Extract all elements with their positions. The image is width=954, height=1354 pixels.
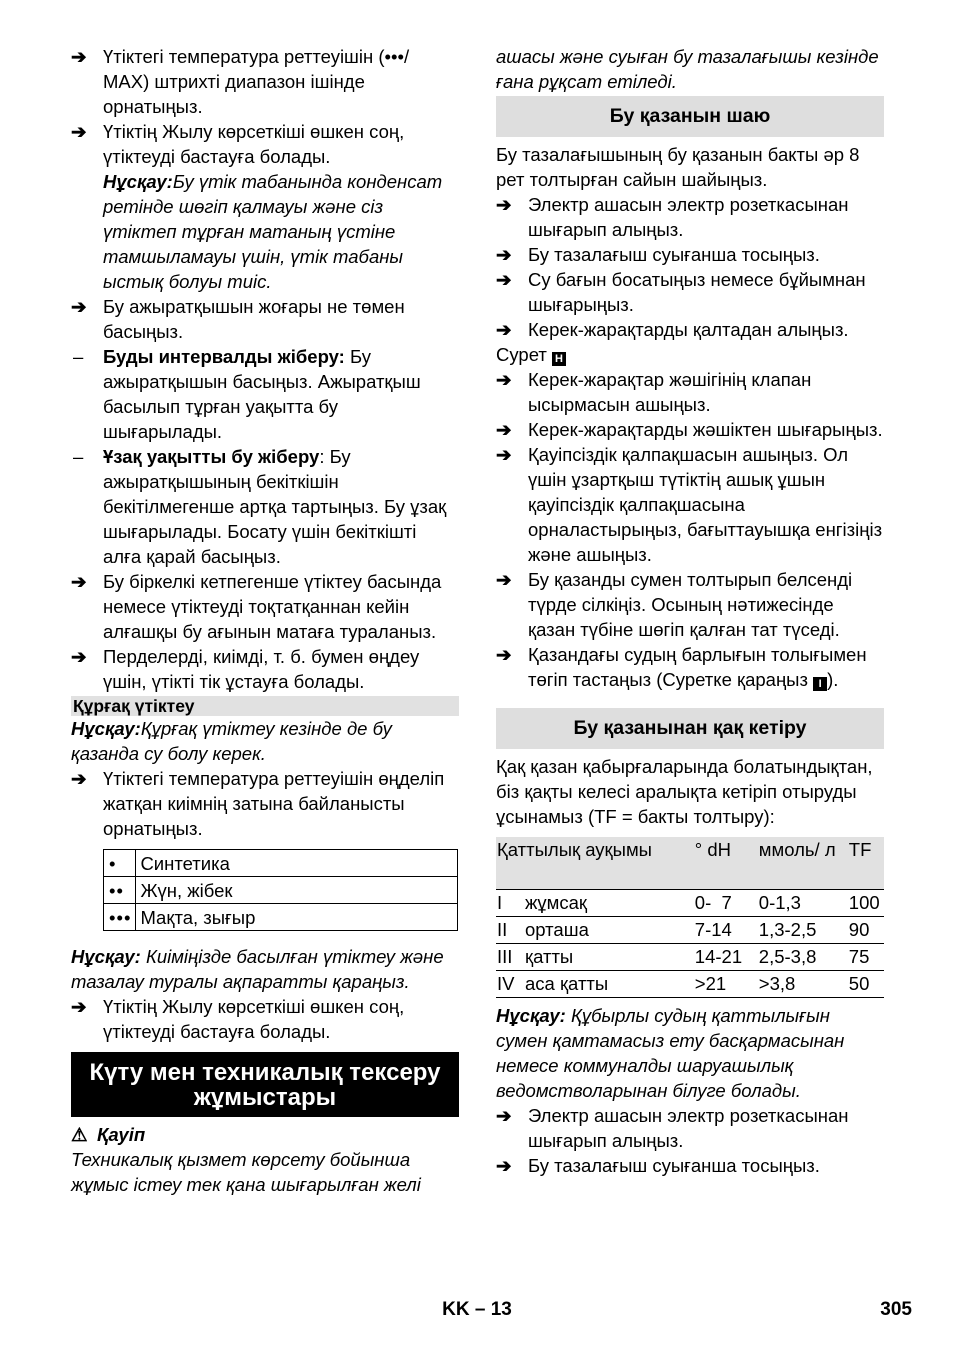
instruction-step	[496, 1103, 884, 1153]
arrow-icon: ➔	[496, 1154, 512, 1176]
instruction-step	[71, 294, 459, 344]
fabric-name: Мақта, зығыр	[136, 904, 458, 931]
page-number: 305	[880, 1299, 912, 1320]
paragraph: Бу тазалағышының бу қазанын бакты әр 8 рет толтырған сайын шайыңыз.	[496, 144, 860, 190]
instruction-step	[496, 567, 884, 642]
instruction-step	[71, 44, 459, 119]
chapter-title: Күту мен техникалық тексеру жұмыстары	[71, 1052, 459, 1117]
range-name: жұмсақ	[525, 889, 695, 916]
step-text: Электр ашасын электр розеткасынан шығарып алыңыз.	[528, 194, 849, 240]
range-numeral: I	[496, 889, 525, 916]
note	[71, 944, 459, 994]
step-text: Керек-жарақтарды қалтадан алыңыз.	[528, 319, 849, 340]
step-text: Үтіктің Жылу көрсеткіші өшкен соң, үтіктеуді бастауға болады.	[103, 121, 405, 167]
arrow-icon: ➔	[496, 419, 512, 440]
water-hardness-table	[496, 837, 884, 998]
step-text: Бу тазалағыш суығанша тосыңыз.	[528, 244, 820, 265]
step-text: Үтіктегі температура реттеуішін (•••/ MAX) штрихті диапазон ішінде орнатыңыз.	[103, 46, 410, 117]
dh-value: 0- 7	[695, 889, 759, 916]
section-heading-descale: Бу қазанынан қақ кетіру	[496, 708, 884, 749]
range-name: орташа	[525, 916, 695, 943]
note-text: Бу үтік табанында конденсат ретінде шөгіп қалмауы және сіз үтіктеп тұрған матаның үстіне тамшыламауы үшін, үтік табаны ыстық болуы тиіс.	[103, 171, 443, 292]
instruction-step	[496, 367, 884, 417]
dh-value: 7-14	[695, 916, 759, 943]
header-mmol: ммоль/ л	[759, 837, 849, 889]
note	[496, 1003, 884, 1103]
step-text: Перделерді, киімді, т. б. бумен өңдеу үшін, үтікті тік ұстауға болады.	[103, 646, 420, 692]
note-label: Нұсқау:	[71, 946, 141, 967]
arrow-icon: ➔	[496, 444, 512, 465]
figure-i-icon: I	[813, 677, 827, 691]
arrow-icon: ➔	[496, 569, 512, 590]
note-text: Құрғақ үтіктеу кезінде де бу қазанда су болу керек.	[71, 718, 392, 764]
arrow-icon: ➔	[71, 46, 87, 67]
step-text: Керек-жарақтар жәшігінің клапан ысырмасын ашыңыз.	[528, 369, 812, 415]
fabric-name: Синтетика	[136, 850, 458, 877]
instruction-step	[71, 644, 459, 694]
table-row	[496, 970, 884, 997]
temp-dots: •••	[104, 904, 136, 931]
dash-text: Бу ажыратқышын басыңыз. Ажыратқыш басылып тұрған уақытта бу шығарылады.	[103, 346, 421, 442]
arrow-icon: ➔	[496, 644, 512, 665]
arrow-icon: ➔	[71, 646, 87, 667]
mmol-value: 2,5-3,8	[759, 943, 849, 970]
instruction-step	[71, 994, 459, 1044]
step-text: Бу тазалағыш суығанша тосыңыз.	[528, 1154, 820, 1176]
arrow-icon: ➔	[71, 296, 87, 317]
fabric-temperature-table	[103, 849, 458, 931]
dash-item	[71, 344, 459, 444]
danger-label: Қауіп	[97, 1124, 146, 1145]
temp-dots: ••	[104, 877, 136, 904]
subheading: Құрғақ үтіктеу	[71, 696, 459, 716]
mmol-value: 0-1,3	[759, 889, 849, 916]
instruction-step	[71, 569, 459, 644]
mmol-value: >3,8	[759, 970, 849, 997]
arrow-icon: ➔	[496, 244, 512, 265]
instruction-step	[496, 642, 884, 692]
dash-label: Ұзақ уақытты бу жіберу	[103, 446, 320, 467]
note-label: Нұсқау:	[71, 718, 141, 739]
dash-mark: –	[73, 446, 84, 467]
danger-text-continued: ашасы және суыған бу тазалағышы кезінде ғана рұқсат етіледі.	[496, 46, 879, 92]
table-row	[496, 889, 884, 916]
dh-value: 14-21	[695, 943, 759, 970]
tf-value: 100	[849, 889, 884, 916]
step-text: Су бағын босатыңыз немесе бұйымнан шығарыңыз.	[528, 269, 866, 315]
instruction-step	[496, 442, 884, 567]
figure-label: Сурет	[496, 344, 547, 365]
table-row	[104, 850, 458, 877]
range-numeral: III	[496, 943, 525, 970]
table-row	[496, 943, 884, 970]
warning-icon: ⚠	[71, 1124, 88, 1145]
table-header-row	[496, 837, 884, 889]
dash-item	[71, 444, 459, 569]
tf-value: 50	[849, 970, 884, 997]
instruction-step	[496, 267, 884, 317]
table-row	[104, 877, 458, 904]
right-column	[496, 44, 884, 1178]
figure-h-icon: H	[552, 352, 566, 366]
note-text: Киіміңізде басылған үтіктеу және тазалау туралы ақпаратты қараңыз.	[71, 946, 444, 992]
dash-mark: –	[73, 346, 84, 367]
paragraph: Қақ қазан қабырғаларында болатындықтан, біз қақты келесі аралықта кетіріп отыруды ұсынамыз (TF = бакты толтыру):	[496, 756, 873, 827]
table-row	[496, 916, 884, 943]
note	[71, 716, 459, 766]
footer-section-code: KK – 13	[442, 1299, 512, 1320]
tf-value: 75	[849, 943, 884, 970]
step-text: Үтіктегі температура реттеуішін өңделіп жатқан киімнің затына байланысты орнатыңыз.	[103, 768, 445, 839]
instruction-step	[496, 242, 884, 267]
header-hardness-range: Қаттылық ауқымы	[496, 837, 695, 889]
instruction-step	[71, 766, 459, 841]
step-text: Қазандағы судың барлығын толығымен төгіп тастаңыз (Суретке қараңыз	[528, 644, 867, 690]
fabric-name: Жүн, жібек	[136, 877, 458, 904]
step-text: Бу біркелкі кетпегенше үтіктеу басында немесе үтіктеуді тоқтатқаннан кейін алғашқы бу ағынын матаға тураланыз.	[103, 571, 442, 642]
mmol-value: 1,3-2,5	[759, 916, 849, 943]
section-heading-rinse: Бу қазанын шаю	[496, 96, 884, 137]
tf-value: 90	[849, 916, 884, 943]
note	[103, 169, 459, 294]
instruction-step	[71, 119, 459, 294]
note-text: Құбырлы судың қаттылығын сумен қамтамасыз ету басқармасынан немесе коммуналды шаруашылық ведомстволарынан білуге болады.	[496, 1004, 845, 1101]
danger-text: Техникалық қызмет көрсету бойынша жұмыс істеу тек қана шығарылған желі	[71, 1149, 421, 1195]
left-column	[71, 44, 459, 1197]
range-numeral: IV	[496, 970, 525, 997]
arrow-icon: ➔	[71, 996, 87, 1017]
step-text: Қауіпсіздік қалпақшасын ашыңыз. Ол үшін ұзартқыш түтіктің ашық ұшын қауіпсіздік қалпақшасына орналастырыңыз, бағыттауышқа енгізіңіз және ашыңыз.	[528, 444, 883, 565]
range-name: қатты	[525, 943, 695, 970]
header-tf: TF	[849, 837, 884, 889]
dash-label: Буды интервалды жіберу:	[103, 346, 345, 367]
arrow-icon: ➔	[496, 269, 512, 290]
instruction-step	[496, 1153, 884, 1178]
header-dh: ° dH	[695, 837, 759, 889]
arrow-icon: ➔	[71, 571, 87, 592]
arrow-icon: ➔	[71, 768, 87, 789]
step-text: Бу ажыратқышын жоғары не төмен басыңыз.	[103, 296, 405, 342]
arrow-icon: ➔	[71, 121, 87, 142]
range-name: аса қатты	[525, 970, 695, 997]
dh-value: >21	[695, 970, 759, 997]
step-text: Үтіктің Жылу көрсеткіші өшкен соң, үтіктеуді бастауға болады.	[103, 996, 405, 1042]
arrow-icon: ➔	[496, 319, 512, 340]
step-text: Бу қазанды сумен толтырып белсенді түрде сілкіңіз. Осының нәтижесінде қазан түбіне шөгіп қалған тат түседі.	[528, 569, 853, 640]
arrow-icon: ➔	[496, 1104, 512, 1126]
instruction-step	[496, 417, 884, 442]
dash-text: : Бу ажыратқышының бекіткішін бекітілмегенше артқа тартыңыз. Бу ұзақ шығарылады. Босату үшін бекіткішті алға қарай басыңыз.	[103, 446, 447, 567]
arrow-icon: ➔	[496, 194, 512, 215]
arrow-icon: ➔	[496, 369, 512, 390]
step-text: Электр ашасын электр розеткасынан шығарып алыңыз.	[528, 1104, 849, 1151]
range-numeral: II	[496, 916, 525, 943]
step-text-end: ).	[827, 669, 839, 690]
instruction-step	[496, 317, 884, 342]
table-row	[104, 904, 458, 931]
instruction-step	[496, 192, 884, 242]
figure-reference	[496, 342, 884, 367]
note-label: Нұсқау:	[103, 171, 173, 192]
temp-dots: •	[104, 850, 136, 877]
note-label: Нұсқау:	[496, 1004, 566, 1026]
danger-heading	[71, 1122, 459, 1147]
step-text: Керек-жарақтарды жәшіктен шығарыңыз.	[528, 419, 883, 440]
